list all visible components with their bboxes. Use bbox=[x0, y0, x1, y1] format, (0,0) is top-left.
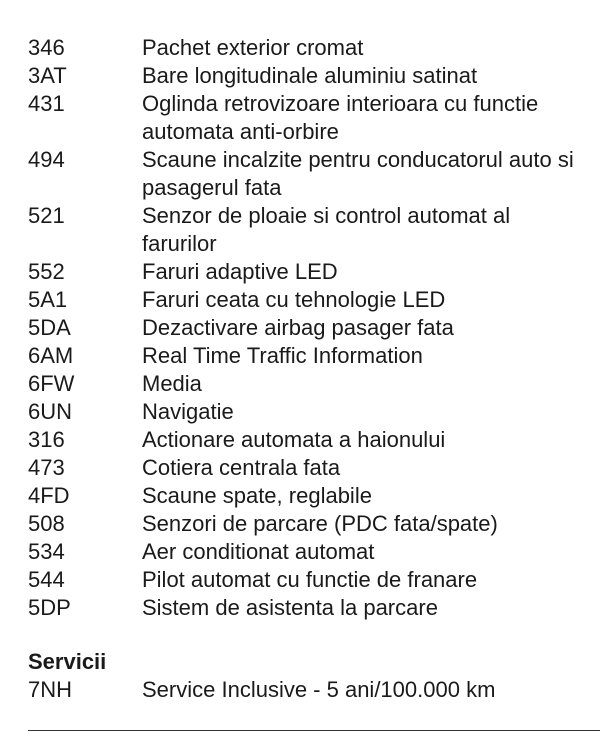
option-code: 521 bbox=[28, 203, 65, 228]
option-description: Oglinda retrovizoare interioara cu functie automata anti-orbire bbox=[142, 91, 539, 144]
service-row bbox=[28, 676, 588, 704]
service-code: 7NH bbox=[28, 677, 73, 702]
option-code: 473 bbox=[28, 455, 65, 480]
option-description: Dezactivare airbag pasager fata bbox=[142, 315, 454, 340]
option-description: Bare longitudinale aluminiu satinat bbox=[142, 63, 478, 88]
option-row bbox=[28, 398, 588, 426]
option-code: 6AM bbox=[28, 343, 74, 368]
option-code: 346 bbox=[28, 35, 65, 60]
option-code: 552 bbox=[28, 259, 65, 284]
option-row bbox=[28, 314, 588, 342]
options-list bbox=[28, 34, 588, 622]
option-code: 431 bbox=[28, 91, 65, 116]
option-row bbox=[28, 34, 588, 62]
option-code: 508 bbox=[28, 511, 65, 536]
option-code: 5DA bbox=[28, 315, 71, 340]
option-code: 6UN bbox=[28, 399, 73, 424]
option-code: 316 bbox=[28, 427, 65, 452]
option-description: Faruri ceata cu tehnologie LED bbox=[142, 287, 446, 312]
option-description: Senzor de ploaie si control automat al farurilor bbox=[142, 203, 511, 256]
services-list bbox=[28, 676, 588, 704]
option-row bbox=[28, 454, 588, 482]
option-code: 544 bbox=[28, 567, 65, 592]
option-code: 6FW bbox=[28, 371, 75, 396]
option-description: Pachet exterior cromat bbox=[142, 35, 364, 60]
option-row bbox=[28, 286, 588, 314]
option-row bbox=[28, 146, 588, 202]
option-code: 3AT bbox=[28, 63, 67, 88]
option-row bbox=[28, 90, 588, 146]
option-row bbox=[28, 62, 588, 90]
option-row bbox=[28, 342, 588, 370]
option-row bbox=[28, 566, 588, 594]
option-row bbox=[28, 258, 588, 286]
option-row bbox=[28, 510, 588, 538]
option-row bbox=[28, 482, 588, 510]
option-row bbox=[28, 538, 588, 566]
option-code: 494 bbox=[28, 147, 65, 172]
service-description: Service Inclusive - 5 ani/100.000 km bbox=[142, 677, 496, 702]
option-code: 534 bbox=[28, 539, 65, 564]
option-description: Media bbox=[142, 371, 202, 396]
section-title-services: Servicii bbox=[28, 649, 107, 674]
option-description: Real Time Traffic Information bbox=[142, 343, 423, 368]
option-description: Navigatie bbox=[142, 399, 234, 424]
option-description: Scaune spate, reglabile bbox=[142, 483, 372, 508]
option-row bbox=[28, 594, 588, 622]
option-row bbox=[28, 426, 588, 454]
option-description: Cotiera centrala fata bbox=[142, 455, 341, 480]
option-row bbox=[28, 370, 588, 398]
option-description: Scaune incalzite pentru conducatorul auto si pasagerul fata bbox=[142, 147, 574, 200]
option-description: Sistem de asistenta la parcare bbox=[142, 595, 438, 620]
bottom-divider bbox=[28, 730, 600, 731]
option-code: 4FD bbox=[28, 483, 70, 508]
option-description: Aer conditionat automat bbox=[142, 539, 375, 564]
option-description: Pilot automat cu functie de franare bbox=[142, 567, 478, 592]
option-description: Faruri adaptive LED bbox=[142, 259, 338, 284]
option-code: 5DP bbox=[28, 595, 71, 620]
option-description: Actionare automata a haionului bbox=[142, 427, 446, 452]
option-description: Senzori de parcare (PDC fata/spate) bbox=[142, 511, 498, 536]
option-row bbox=[28, 202, 588, 258]
option-code: 5A1 bbox=[28, 287, 68, 312]
